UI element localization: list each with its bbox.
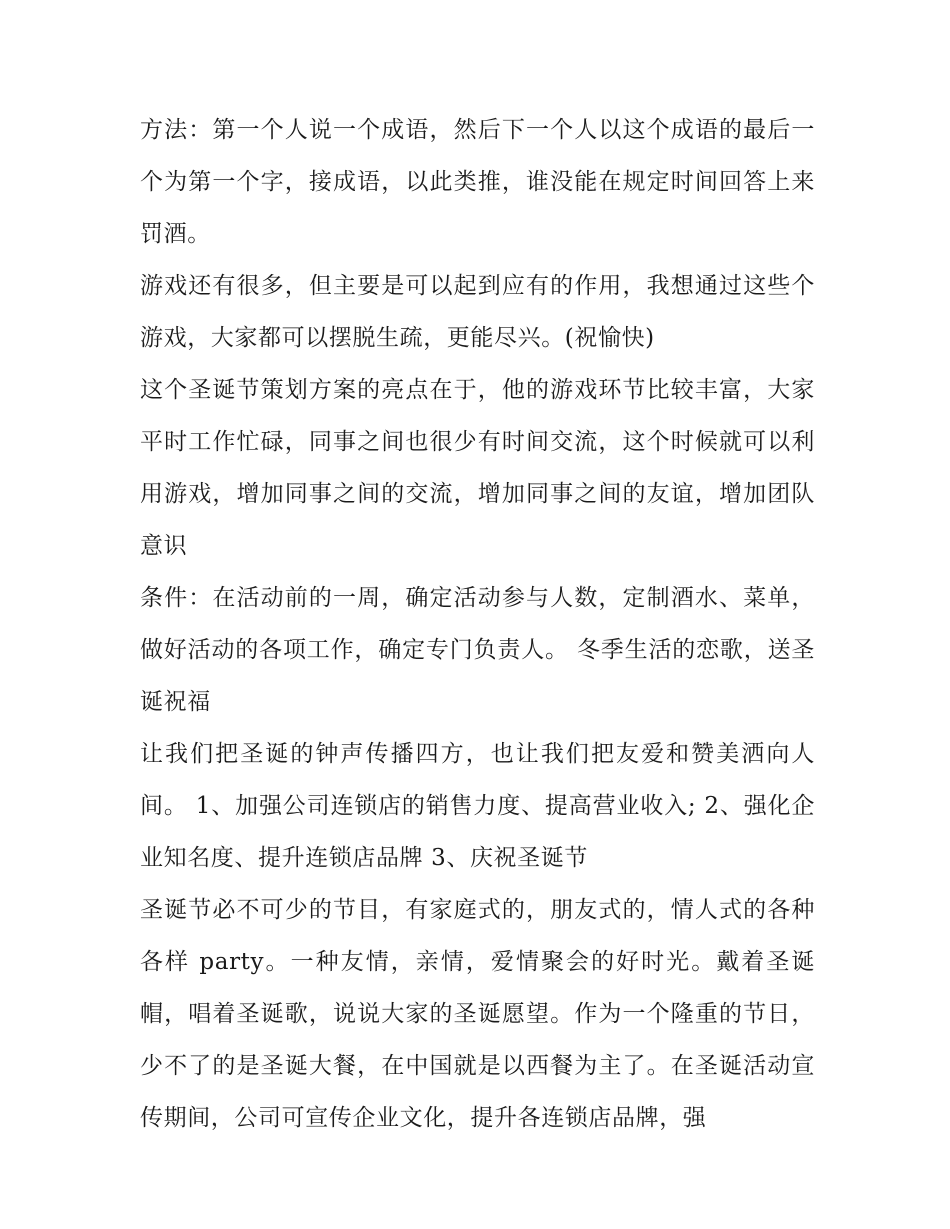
paragraph-highlights: 这个圣诞节策划方案的亮点在于，他的游戏环节比较丰富，大家平时工作忙碌，同事之间也很少有时间交流，这个时候就可以利用游戏，增加同事之间的交流，增加同事之间的友谊，增加团队意识: [140, 377, 815, 559]
paragraph-conditions: 条件：在活动前的一周，确定活动参与人数，定制酒水、菜单，做好活动的各项工作，确定专门负责人。 冬季生活的恋歌，送圣诞祝福: [140, 585, 815, 715]
paragraph-rules: 方法：第一个人说一个成语，然后下一个人以这个成语的最后一个为第一个字，接成语，以此类推，谁没能在规定时间回答上来罚酒。: [140, 117, 815, 247]
paragraph-games: 游戏还有很多，但主要是可以起到应有的作用，我想通过这些个游戏，大家都可以摆脱生疏，更能尽兴。(祝愉快): [140, 273, 815, 351]
paragraph-christmas-events: 圣诞节必不可少的节目，有家庭式的，朋友式的，情人式的各种各样 party。一种友情，亲情，爱情聚会的好时光。戴着圣诞帽，唱着圣诞歌，说说大家的圣诞愿望。作为一个隆重的节日，少不了的是圣诞大餐，在中国就是以西餐为主了。在圣诞活动宣传期间，公司可宣传企业文化，提升各连锁店品牌，强: [140, 897, 815, 1131]
paragraph-goals: 让我们把圣诞的钟声传播四方，也让我们把友爱和赞美洒向人间。 1、加强公司连锁店的销售力度、提高营业收入; 2、强化企业知名度、提升连锁店品牌 3、庆祝圣诞节: [140, 741, 815, 871]
document-body: [140, 104, 815, 1144]
